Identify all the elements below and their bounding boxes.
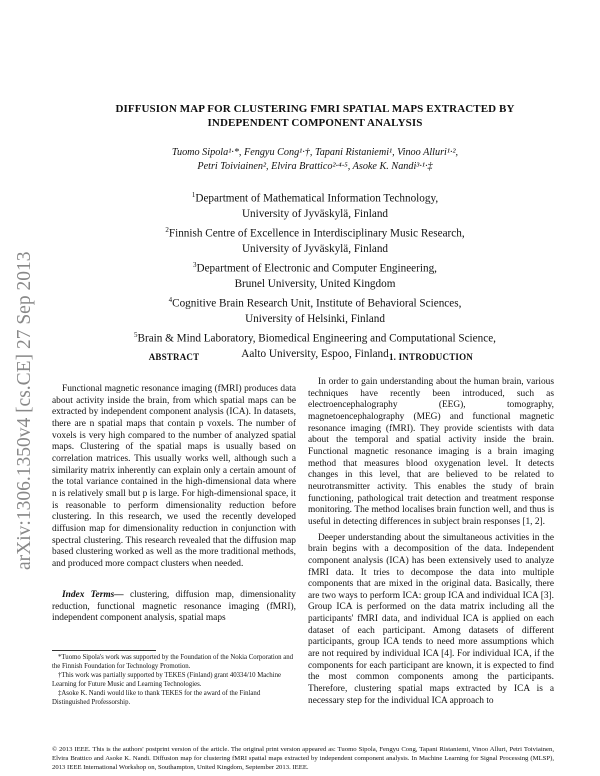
footnote-2: †This work was partially supported by TEKES (Finland) grant 40334/10 Machine Learning for Future Music and Learning Technologies.: [52, 672, 282, 688]
affiliation-4: $^4$Cognitive Brain Research Unit, Institute of Behavioral Sciences,: [168, 295, 462, 310]
affiliation-5: $^5$Brain & Mind Laboratory, Biomedical Engineering and Computational Science,: [134, 330, 496, 345]
index-terms-text: clustering, diffusion map, dimensionality reduction, functional magnetic resonance imaging (fMRI), independent component analysis, spatial maps: [52, 590, 296, 624]
arxiv-stamp: [2, 210, 42, 570]
footnote-rule: [52, 650, 156, 651]
index-terms: [52, 590, 296, 625]
affiliation-3: $^3$Department of Electronic and Computer Engineering,: [193, 260, 437, 275]
title-line-2: INDEPENDENT COMPONENT ANALYSIS: [207, 117, 423, 129]
introduction-paragraph-2: Deeper understanding about the simultaneous activities in the brain begins with a decomposition of the data. Independent component analysis (ICA) has been extensively used to analyze fMRI data. It tries to decompose the data into multiple components that are mixed in the original data. Basically, there are two ways to perform ICA: group ICA and individual ICA [3]. Group ICA is performed on the data matrix including all the participants' fMRI data, and individual ICA is applied on each dataset of each participant. Among datasets of different participants, group ICA tends to need more assumptions which are not required by individual ICA [4]. For individual ICA, if the components for each participant are known, it is expected to find the most common components among the participants. Therefore, clustering spatial maps extracted by ICA is a necessary step for the individual ICA approach to: [308, 532, 554, 706]
affiliation-2-line2: University of Jyväskylä, Finland: [241, 243, 389, 256]
footnote-3: ‡Asoke K. Nandi would like to thank TEKES for the award of the Finland Distinguished Professorship.: [52, 690, 261, 706]
copyright-notice: © 2013 IEEE. This is the authors' postprint version of the article. The original print version appeared as: Tuomo Sipola, Fengyu Cong, Tapani Ristaniemi, Vinoo Alluri, Petri Toiviainen, Elvira Brattico and Asoke K. Nandi. Diffusion map for clustering fMRI spatial maps extracted by independent component analysis. In Machine Learning for Signal Processing (MLSP), 2013 IEEE International Workshop on, Southampton, United Kingdom, September 2013. IEEE.: [52, 746, 554, 771]
affiliation-3-line2: Brunel University, United Kingdom: [234, 278, 396, 291]
title-line-1: DIFFUSION MAP FOR CLUSTERING FMRI SPATIAL MAPS EXTRACTED BY: [115, 103, 515, 115]
introduction-body: [308, 377, 554, 707]
affiliation-2: $^2$Finnish Centre of Excellence in Interdisciplinary Music Research,: [165, 225, 465, 240]
footnotes: [52, 654, 296, 708]
authors-line-1: Tuomo Sipola¹·*, Fengyu Cong¹·†, Tapani Ristaniemi¹, Vinoo Alluri¹·²,: [171, 147, 459, 158]
abstract-body: [52, 384, 296, 571]
affiliation-1: $^1$Department of Mathematical Information Technology,: [191, 191, 439, 205]
authors-line-2: Petri Toiviainen², Elvira Brattico²·⁴·⁵, Asoke K. Nandi³·¹·‡: [197, 161, 433, 172]
abstract-text: Functional magnetic resonance imaging (fMRI) produces data about activity inside the brain, from which spatial maps can be extracted by independent component analysis (ICA). In datasets, there are n spatial maps that contain p voxels. The number of voxels is very high compared to the number of analyzed spatial maps. Clustering of the spatial maps is usually based on correlation matrices. This usually works well, although such a similarity matrix inherently can explain only a certain amount of the total variance contained in the high-dimensional data where n is relatively small but p is large. For high-dimensional space, it is reasonable to perform dimensionality reduction before clustering. In this research, we used the recently developed diffusion map for dimensionality reduction in conjunction with spectral clustering. This research revealed that the diffusion map based clustering worked as well as the more traditional methods, and produced more compact clusters when needed.: [52, 384, 296, 569]
index-terms-label: Index Terms—: [62, 590, 124, 600]
paper-title: [70, 102, 560, 130]
affiliations: [90, 188, 540, 363]
footnote-1: *Tuomo Sipola's work was supported by the Foundation of the Nokia Corporation and the Finnish Foundation for Technology Promotion.: [52, 654, 294, 670]
introduction-heading: 1. INTRODUCTION: [388, 352, 473, 362]
affiliation-5-line2: Aalto University, Espoo, Finland: [241, 348, 389, 361]
affiliation-4-line2: University of Helsinki, Finland: [245, 313, 385, 326]
affiliation-1-line2: University of Jyväskylä, Finland: [241, 208, 389, 221]
arxiv-stamp-text: arXiv:1306.1350v4 [cs.CE] 27 Sep 2013: [14, 251, 35, 570]
abstract-heading: ABSTRACT: [148, 352, 200, 362]
introduction-paragraph-1: In order to gain understanding about the human brain, various techniques have recently been introduced, such as electroencephalography (EEG), tomography, magnetoencephalography (MEG) and functional magnetic resonance imaging (fMRI). They provide scientists with data about the temporal and spatial activity inside the brain. Functional magnetic resonance imaging is a brain imaging method that measures blood oxygenation level. It detects changes in this level, that are believed to be related to neurotransmitter activity. This enables the study of brain functioning, pathological trait detection and treatment response monitoring. The method localises brain function well, and thus is useful in detecting differences in subject brain responses [1, 2].: [308, 377, 554, 527]
